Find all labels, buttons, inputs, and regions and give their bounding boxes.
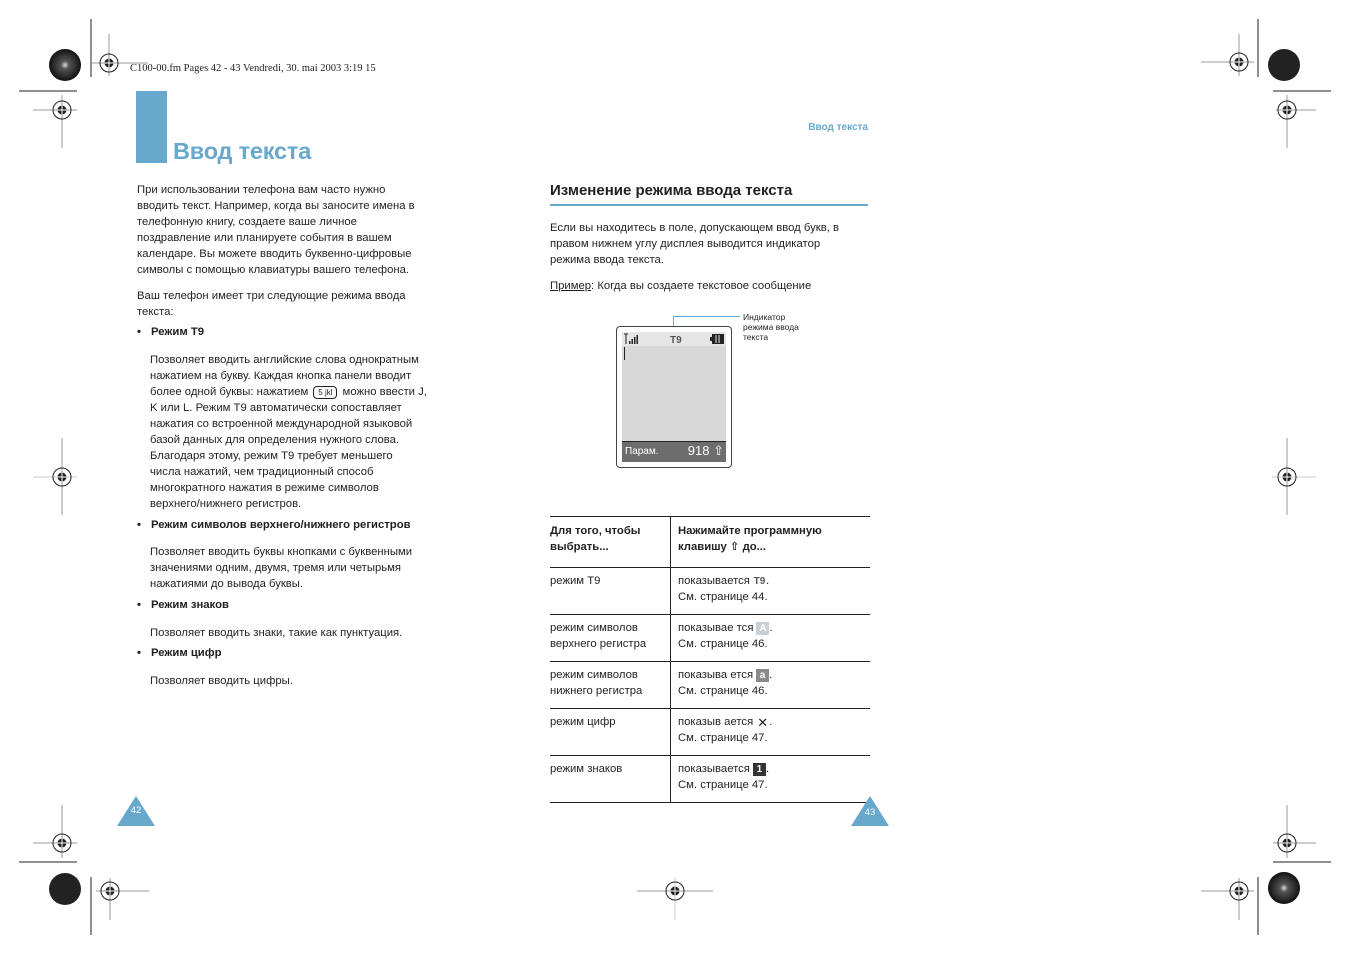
text-line: показывае тся A . [678,622,773,634]
text-line: Благодаря этому, режим T9 требует меньшего [150,450,393,462]
text-segment: можно ввести J, [342,386,427,398]
text-line: показыва ется a . [678,669,773,681]
bullet-dot: • [137,326,141,338]
bullet-digits-body [150,673,293,689]
page-title: Ввод текста [173,138,312,164]
text-line: клавишу ⇧ до... [678,541,767,553]
bullet-symbols-heading [137,599,229,611]
running-head: Ввод текста [808,122,868,133]
page-number-left [116,795,156,829]
shows-text: показывается [678,575,750,587]
callout-label [743,312,799,342]
shows-text: показывае тся [678,622,754,634]
text-line: режим знаков [550,763,623,775]
mode-cell [550,615,671,662]
text-line: многократного нажатия в режиме символов [150,482,379,494]
bullet-digits-heading [137,647,222,659]
text-line [150,384,427,400]
bullet-dot: • [137,519,141,531]
table-header-cell [671,517,871,568]
text-line: Индикатор [743,312,786,322]
section-title: Изменение режима ввода текста [550,182,793,199]
shows-text: показыва ется [678,669,754,681]
text-line: верхнего регистра [550,638,647,650]
lowercase-mode-icon: a [756,669,769,682]
text-line: текста [743,332,769,342]
page-number-label: 43 [864,807,876,818]
mode-cell [550,709,671,756]
text-line: Нажимайте программную [678,525,822,537]
text-line: режима ввода текста. [550,254,664,266]
example-line [550,278,811,294]
text-line: Позволяет вводить английские слова однократным [150,354,419,366]
page-number-label: 42 [130,805,142,816]
page-reference: См. странице 47. [678,732,768,744]
text-line: Позволяет вводить буквы кнопками с буквенными [150,546,413,558]
text-line: текста: [137,306,174,318]
mode-cell [550,662,671,709]
table-row [550,709,870,756]
mode-cell [550,756,671,803]
bullet-dot: • [137,599,141,611]
t9-indicator-icon [670,335,682,346]
text-line: календаре. Вы можете вводить буквенно-цифровые [137,248,412,260]
battery-icon [710,334,724,344]
table-row [550,662,870,709]
bullet-t9-body [150,352,427,512]
text-segment: более одной буквы: нажатием [150,386,309,398]
text-line: Если вы находитесь в поле, допускающем ввод букв, в [550,222,839,234]
indicator-cell [671,756,871,803]
page-reference: См. странице 47. [678,779,768,791]
text-line: Позволяет вводить знаки, такие как пунктуация. [150,627,403,639]
indicator-cell [671,662,871,709]
phone-status-bar [622,332,726,346]
example-label: Пример [550,280,592,292]
softkey-options: Парам. [625,446,659,457]
shows-text: показывается [678,763,750,775]
page-number-right [850,795,890,829]
shows-text: показыв ается [678,716,754,728]
title-accent-bar [136,91,167,163]
text-line: режим цифр [550,716,616,728]
text-line: нажатия со встроенной международной языковой [150,418,413,430]
text-line: При использовании телефона вам часто нужно [137,184,386,196]
text-line: базой данных для определения нужного слова. [150,434,400,446]
modes-intro [137,288,406,320]
bullet-t9-heading [137,326,204,338]
svg-text:T9: T9 [670,335,682,346]
digit-mode-icon: ✕ [757,714,769,730]
bullet-case-body [150,544,412,592]
text-line: значениями одним, двумя, тремя или четырьмя [150,562,402,574]
section-paragraph [550,220,839,268]
table-row [550,756,870,803]
text-line: режим символов [550,669,638,681]
text-line: K или L. Режим T9 автоматически сопоставляет [150,402,402,414]
bullet-title: Режим цифр [151,647,222,659]
text-line: числа нажатий, чем традиционный способ [150,466,374,478]
text-line: нижнего регистра [550,685,643,697]
char-counter [688,443,724,459]
phone-softkey-bar [622,441,726,462]
callout-leader-horizontal [673,316,740,317]
text-line: режима ввода [743,322,799,332]
text-line: показывается 1 . [678,763,770,775]
table-row [550,568,870,615]
table-header-row [550,517,870,568]
text-line: нажатием на букву. Каждая кнопка панели вводит [150,370,412,382]
text-line: показыв ается ✕. [678,714,773,730]
t9-mode-icon: T9 [753,575,766,587]
indicator-cell [671,615,871,662]
text-line: правом нижнем углу дисплея выводится индикатор [550,238,821,250]
key-5-icon: 5 jkl [313,386,337,399]
text-line: поздравление или планируете события в вашем [137,232,392,244]
status-icons [622,332,726,346]
text-line: выбрать... [550,541,609,553]
bullet-dot: • [137,647,141,659]
text-line: режим символов [550,622,638,634]
page-reference: См. странице 46. [678,685,768,697]
symbol-mode-icon: 1 [753,763,766,776]
text-line: режим T9 [550,575,601,587]
text-line: верхнего/нижнего регистров. [150,498,302,510]
text-line: Позволяет вводить цифры. [150,675,293,687]
text-line: показывается T9. [678,575,770,587]
intro-paragraph [137,182,415,278]
print-slug: C100-00.fm Pages 42 - 43 Vendredi, 30. mai 2003 3:19 15 [130,63,376,74]
shift-arrow-icon: ⇧ [713,443,724,458]
phone-screen [622,332,726,462]
text-line: Для того, чтобы [550,525,641,537]
counter-value: 918 [687,443,710,458]
text-line: вводить текст. Например, когда вы заносите имена в [137,200,415,212]
bullet-title: Режим T9 [151,326,205,338]
text-line: символы с помощью клавиатуры вашего телефона. [137,264,410,276]
bullet-title: Режим символов верхнего/нижнего регистров [151,519,411,531]
table-row [550,615,870,662]
signal-icon [624,334,638,344]
example-text: : Когда вы создаете текстовое сообщение [591,280,812,292]
text-line: Ваш телефон имеет три следующие режима ввода [137,290,406,302]
phone-display-illustration [616,326,732,468]
bullet-case-heading [137,519,411,531]
text-line: нажатиями до вывода буквы. [150,578,304,590]
text-line: телефонную книгу, создаете ваше личное [137,216,357,228]
page-reference: См. странице 46. [678,638,768,650]
indicator-cell [671,568,871,615]
bullet-symbols-body [150,625,402,641]
table-header-cell [550,517,671,568]
bullet-title: Режим знаков [151,599,229,611]
mode-table [550,516,870,803]
text-cursor [624,347,625,360]
page-reference: См. странице 44. [678,591,768,603]
uppercase-mode-icon: A [756,622,769,635]
indicator-cell [671,709,871,756]
section-divider [550,204,868,206]
mode-cell [550,568,671,615]
